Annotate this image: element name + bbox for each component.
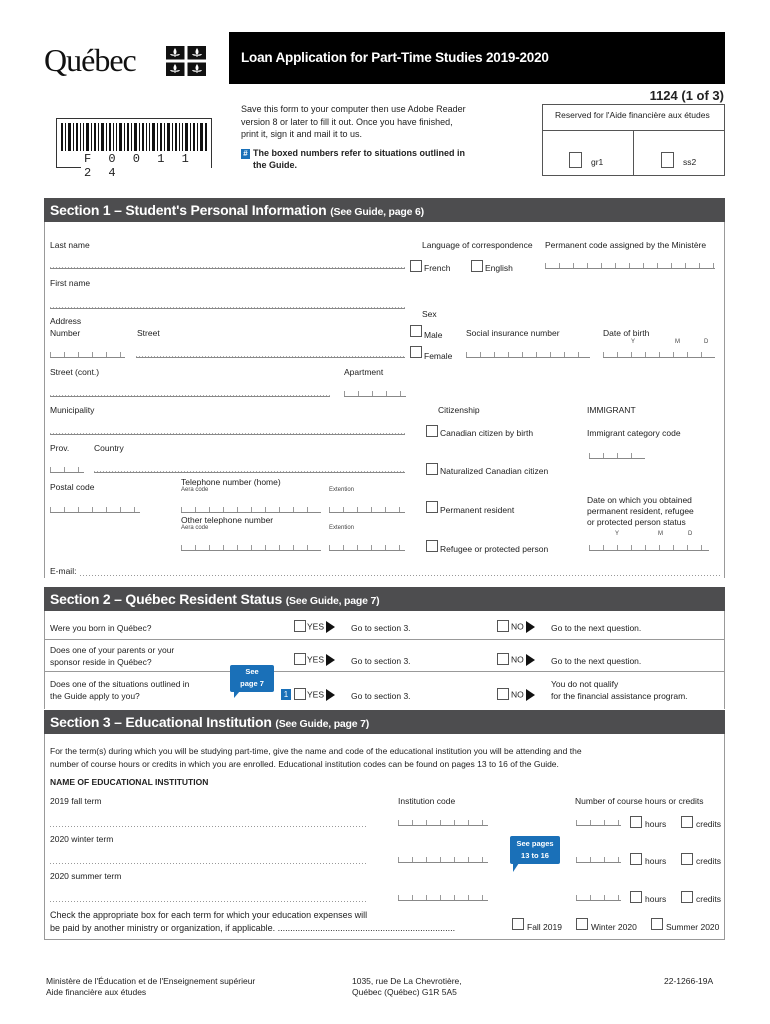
obtained-m: M (658, 531, 663, 537)
refugee-checkbox[interactable] (426, 540, 438, 552)
street-cont-label: Street (cont.) (50, 367, 100, 377)
sin-label: Social insurance number (466, 328, 560, 338)
english-checkbox[interactable] (471, 260, 483, 272)
inst-name-header: NAME OF EDUCATIONAL INSTITUTION (50, 777, 209, 787)
reserved-box (542, 104, 725, 176)
fall-hours-checkbox[interactable] (630, 816, 642, 828)
q1-no-label (511, 621, 535, 633)
arrow-right-icon (326, 621, 335, 633)
postal-field[interactable] (50, 500, 140, 513)
apartment-label: Apartment (344, 367, 384, 377)
winter2020-label: Winter 2020 (591, 922, 637, 932)
q1-yes-checkbox[interactable] (294, 620, 306, 632)
yes-text: YES (307, 689, 325, 700)
dob-y: Y (631, 339, 636, 345)
winter2020-checkbox[interactable] (576, 918, 588, 930)
boxed-note-cont: the Guide. (253, 160, 298, 170)
section2-guide: (See Guide, page 7) (285, 595, 380, 607)
prov-label: Prov. (50, 443, 70, 453)
street-cont-field[interactable] (50, 384, 330, 397)
other-tel-field[interactable] (181, 538, 321, 551)
q3-goto: Go to section 3. (351, 691, 411, 701)
instruction-line: Save this form to your computer then use Adobe Reader (241, 104, 466, 114)
form-title-bar (229, 32, 725, 84)
see-pages-range: 13 to 16 (521, 851, 549, 860)
gr1-checkbox[interactable] (569, 152, 582, 168)
country-field[interactable] (94, 460, 405, 473)
see-text: See (245, 667, 259, 676)
section3-title: Section 3 – Educational Institution (50, 714, 272, 730)
tel-home-label: Telephone number (home) (181, 477, 281, 487)
summer-hours-label: hours (645, 894, 667, 904)
form-title: Loan Application for Part-Time Studies 2019-2020 (241, 50, 549, 65)
fall-credits-checkbox[interactable] (681, 816, 693, 828)
summer-inst-code-field[interactable] (398, 888, 488, 901)
sin-field[interactable] (466, 345, 590, 358)
refugee-label: Refugee or protected person (440, 544, 549, 554)
fall-hours-field[interactable] (576, 813, 621, 826)
dob-d: D (704, 339, 709, 345)
footer-street: 1035, rue De La Chevrotière, (352, 976, 462, 986)
notqual-line: for the financial assistance program. (551, 691, 688, 701)
fleur-de-lis-flag-icon (166, 46, 206, 76)
canadian-birth-checkbox[interactable] (426, 425, 438, 437)
q2-line: Does one of your parents or your (50, 645, 175, 655)
area-code-label-2: Aera code (181, 525, 209, 531)
male-label: Male (424, 330, 443, 340)
ss2-label: ss2 (683, 157, 697, 167)
dob-m: M (675, 339, 680, 345)
permanent-resident-checkbox[interactable] (426, 501, 438, 513)
no-text: NO (511, 689, 524, 700)
intro-line: For the term(s) during which you will be studying part-time, give the name and code of the educational institution you will be attending and the (50, 746, 582, 756)
footer-address (352, 976, 462, 998)
last-name-field[interactable] (50, 256, 405, 269)
see-pages-text: See pages (516, 839, 554, 848)
section3-header (44, 710, 725, 734)
obtained-date-field[interactable] (589, 538, 709, 551)
q2-text (50, 644, 174, 668)
q1-yes-label (307, 621, 335, 633)
summer-term-label: 2020 summer term (50, 871, 122, 881)
date-obtained-line: or protected person status (587, 517, 686, 527)
footer-ministry: Ministère de l'Éducation et de l'Enseignement supérieur (46, 976, 256, 986)
q3-line: Does one of the situations outlined in (50, 679, 190, 689)
email-field[interactable] (80, 575, 722, 576)
q3-yes-label (307, 689, 335, 701)
situation-number-badge: 1 (281, 689, 291, 700)
yes-text: YES (307, 654, 325, 665)
hash-marker-icon: # (241, 149, 250, 159)
fall-credits-label: credits (696, 819, 722, 829)
q3-line: the Guide apply to you? (50, 691, 140, 701)
fall-hours-label: hours (645, 819, 667, 829)
instruction-line: print it, sign it and mail it to us. (241, 129, 363, 139)
gr1-label: gr1 (591, 157, 604, 167)
summer-credits-checkbox[interactable] (681, 891, 693, 903)
address-street-field[interactable] (136, 345, 405, 358)
male-checkbox[interactable] (410, 325, 422, 337)
language-label: Language of correspondence (422, 240, 533, 250)
tel-home-field[interactable] (181, 500, 321, 513)
first-name-label: First name (50, 278, 91, 288)
instruction-line: version 8 or later to fill it out. Once you have finished, (241, 116, 453, 127)
number-label: Number (50, 328, 81, 338)
street-label: Street (137, 328, 160, 338)
extension-label: Extention (329, 487, 355, 493)
summer-hours-checkbox[interactable] (630, 891, 642, 903)
sex-label: Sex (422, 309, 437, 319)
fall-term-label: 2019 fall term (50, 796, 102, 806)
apartment-field[interactable] (344, 384, 406, 397)
canadian-birth-label: Canadian citizen by birth (440, 428, 534, 438)
hours-credits-label: Number of course hours or credits (575, 796, 704, 806)
french-checkbox[interactable] (410, 260, 422, 272)
footer-form-code: 22-1266-19A (664, 976, 714, 986)
citizenship-label: Citizenship (438, 405, 480, 415)
tel-home-ext-field[interactable] (329, 500, 405, 513)
dob-field[interactable] (603, 345, 715, 358)
immigrant-code-label: Immigrant category code (587, 428, 681, 438)
footer-left (46, 976, 255, 998)
footer-agency: Aide financière aux études (46, 987, 147, 997)
postal-label: Postal code (50, 482, 95, 492)
last-name-label: Last name (50, 240, 90, 250)
section1-guide: (See Guide, page 6) (330, 206, 424, 218)
country-label: Country (94, 443, 124, 453)
section3-intro (50, 745, 582, 770)
section1-title: Section 1 – Student's Personal Information (50, 202, 327, 218)
summer2020-label: Summer 2020 (666, 922, 720, 932)
fall-inst-name-field[interactable] (50, 826, 366, 827)
q3-yes-checkbox[interactable] (294, 688, 306, 700)
winter-term-label: 2020 winter term (50, 834, 114, 844)
email-label: E-mail: (50, 566, 77, 576)
q2-yes-label (307, 654, 335, 666)
winter-inst-name-field[interactable] (50, 863, 366, 864)
logo-text: Québec (44, 42, 136, 78)
no-text: NO (511, 654, 524, 665)
q3-text (50, 678, 189, 702)
naturalized-checkbox[interactable] (426, 463, 438, 475)
q2-yes-checkbox[interactable] (294, 653, 306, 665)
arrow-right-icon (526, 689, 535, 701)
winter-hours-label: hours (645, 856, 667, 866)
section3-guide: (See Guide, page 7) (275, 718, 370, 730)
intro-line: number of course hours or credits in which you are enrolled. Educational institution codes can be found on pages 13 to 16 of the Guide. (50, 758, 559, 769)
winter-credits-checkbox[interactable] (681, 853, 693, 865)
summer-hours-field[interactable] (576, 888, 621, 901)
first-name-field[interactable] (50, 296, 405, 309)
reserved-title: Reserved for l'Aide financière aux études (555, 110, 710, 120)
section2-title: Section 2 – Québec Resident Status (50, 591, 283, 607)
q3-notqual (551, 678, 688, 702)
area-code-label: Aera code (181, 487, 209, 493)
no-text: NO (511, 621, 524, 632)
permanent-code-label: Permanent code assigned by the Ministère (545, 240, 707, 250)
q1-goto: Go to section 3. (351, 623, 411, 633)
summer-credits-label: credits (696, 894, 722, 904)
french-label: French (424, 263, 451, 273)
form-page-number: 1124 (1 of 3) (649, 88, 724, 103)
fall-inst-code-field[interactable] (398, 813, 488, 826)
footer-city: Québec (Québec) G1R 5A5 (352, 987, 457, 997)
see-page: page 7 (240, 679, 264, 688)
other-payer-line: be paid by another ministry or organization, if applicable. ....................................................................... (50, 922, 456, 933)
see-pages-bubble (510, 836, 560, 864)
permanent-code-field[interactable] (545, 256, 715, 269)
winter-hours-field[interactable] (576, 850, 621, 863)
winter-credits-label: credits (696, 856, 722, 866)
date-obtained-line: permanent resident, refugee (587, 506, 694, 516)
yes-text: YES (307, 621, 325, 632)
instructions (241, 103, 466, 172)
arrow-right-icon (326, 654, 335, 666)
other-payer-line: Check the appropriate box for each term for which your education expenses will (50, 910, 368, 920)
arrow-right-icon (526, 654, 535, 666)
female-label: Female (424, 351, 453, 361)
q1-text: Were you born in Québec? (50, 623, 152, 633)
fall2019-label: Fall 2019 (527, 922, 562, 932)
q3-no-label (511, 689, 535, 701)
barcode-icon (61, 123, 207, 151)
immigrant-label: IMMIGRANT (587, 405, 636, 415)
other-payer-text (50, 909, 455, 934)
q3-no-checkbox[interactable] (497, 688, 509, 700)
ss2-checkbox[interactable] (661, 152, 674, 168)
q1-next: Go to the next question. (551, 623, 642, 633)
other-tel-label: Other telephone number (181, 515, 274, 525)
address-number-field[interactable] (50, 345, 125, 358)
address-label: Address (50, 316, 82, 326)
barcode-text: F 0 0 1 1 2 4 (81, 152, 211, 180)
date-obtained-label (587, 495, 694, 528)
arrow-right-icon (326, 689, 335, 701)
q2-goto: Go to section 3. (351, 656, 411, 666)
obtained-d: D (688, 531, 693, 537)
winter-inst-code-field[interactable] (398, 850, 488, 863)
q2-next: Go to the next question. (551, 656, 642, 666)
naturalized-label: Naturalized Canadian citizen (440, 466, 549, 476)
obtained-y: Y (615, 531, 620, 537)
english-label: English (485, 263, 513, 273)
q1-no-checkbox[interactable] (497, 620, 509, 632)
boxed-note: The boxed numbers refer to situations outlined in (253, 147, 466, 158)
quebec-logo (44, 40, 209, 80)
female-checkbox[interactable] (410, 346, 422, 358)
arrow-right-icon (526, 621, 535, 633)
inst-code-label: Institution code (398, 796, 456, 806)
winter-hours-checkbox[interactable] (630, 853, 642, 865)
summer2020-checkbox[interactable] (651, 918, 663, 930)
summer-inst-name-field[interactable] (50, 901, 366, 902)
other-tel-ext-field[interactable] (329, 538, 405, 551)
municipality-field[interactable] (50, 422, 405, 435)
immigrant-code-field[interactable] (589, 446, 645, 459)
section2-header (44, 587, 725, 611)
permanent-resident-label: Permanent resident (440, 505, 515, 515)
municipality-label: Municipality (50, 405, 95, 415)
section1-header (44, 198, 725, 222)
q2-no-label (511, 654, 535, 666)
prov-field[interactable] (50, 460, 84, 473)
barcode (56, 118, 212, 180)
q2-no-checkbox[interactable] (497, 653, 509, 665)
date-obtained-line: Date on which you obtained (587, 495, 692, 505)
fall2019-checkbox[interactable] (512, 918, 524, 930)
notqual-line: You do not qualify (551, 679, 619, 689)
extension-label-2: Extention (329, 525, 355, 531)
see-page-7-bubble (230, 665, 274, 692)
q2-line: sponsor reside in Québec? (50, 657, 152, 667)
dob-label: Date of birth (603, 328, 650, 338)
